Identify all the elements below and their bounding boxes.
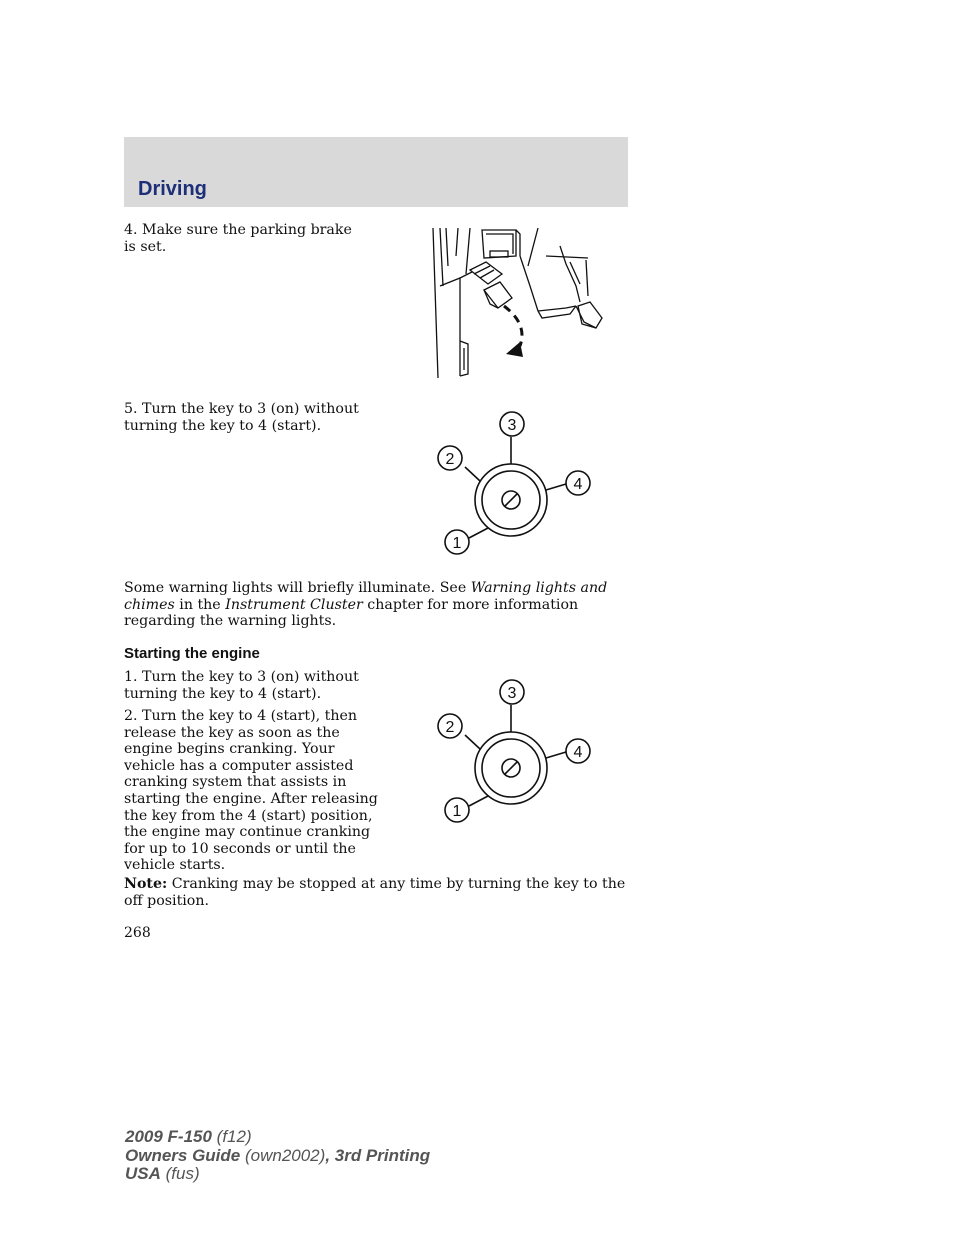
ignition-position-4-label: 4 [573, 744, 583, 761]
note-paragraph: Note: Cranking may be stopped at any time by turning the key to the off position. [124, 876, 626, 909]
start-step-1-text: 1. Turn the key to 3 (on) without turning the key to 4 (start). [124, 669, 359, 702]
warning-lights-paragraph: Some warning lights will briefly illuminate. See Warning lights and chimes in the Instrument Cluster chapter for more information regarding the warning lights. [124, 580, 608, 630]
ignition-position-2-label: 2 [445, 451, 455, 468]
footer-line-1: 2009 F-150 (f12) [125, 1127, 252, 1146]
step-5-text: 5. Turn the key to 3 (on) without turning the key to 4 (start). [124, 401, 359, 434]
step-4-text: 4. Make sure the parking brake is set. [124, 222, 352, 255]
ignition-positions-diagram [434, 410, 598, 558]
ignition-positions-diagram-start [434, 678, 598, 826]
ignition-position-2-label: 2 [445, 719, 455, 736]
ignition-position-1-label: 1 [452, 535, 462, 552]
ignition-position-4-label: 4 [573, 476, 583, 493]
section-header-band [124, 137, 628, 207]
parking-brake-illustration [430, 226, 610, 382]
page-number: 268 [124, 925, 151, 941]
footer-line-2: Owners Guide (own2002), 3rd Printing [125, 1145, 431, 1165]
section-title: Driving [138, 178, 207, 200]
footer-line-3: USA (fus) [125, 1164, 200, 1183]
ignition-position-1-label: 1 [452, 803, 462, 820]
starting-engine-heading: Starting the engine [124, 645, 260, 662]
ignition-position-3-label: 3 [507, 685, 517, 702]
document-footer [125, 1128, 430, 1184]
start-step-2-text: 2. Turn the key to 4 (start), then release the key as soon as the engine begins cranking. Your vehicle has a computer assisted cranking system that assists in starting the engine. After releasing the key from the 4 (start) position, the engine may continue cranking for up to 10 seconds or until the vehicle starts. [124, 708, 378, 874]
ignition-position-3-label: 3 [507, 417, 517, 434]
note-label: Note: [124, 876, 168, 892]
